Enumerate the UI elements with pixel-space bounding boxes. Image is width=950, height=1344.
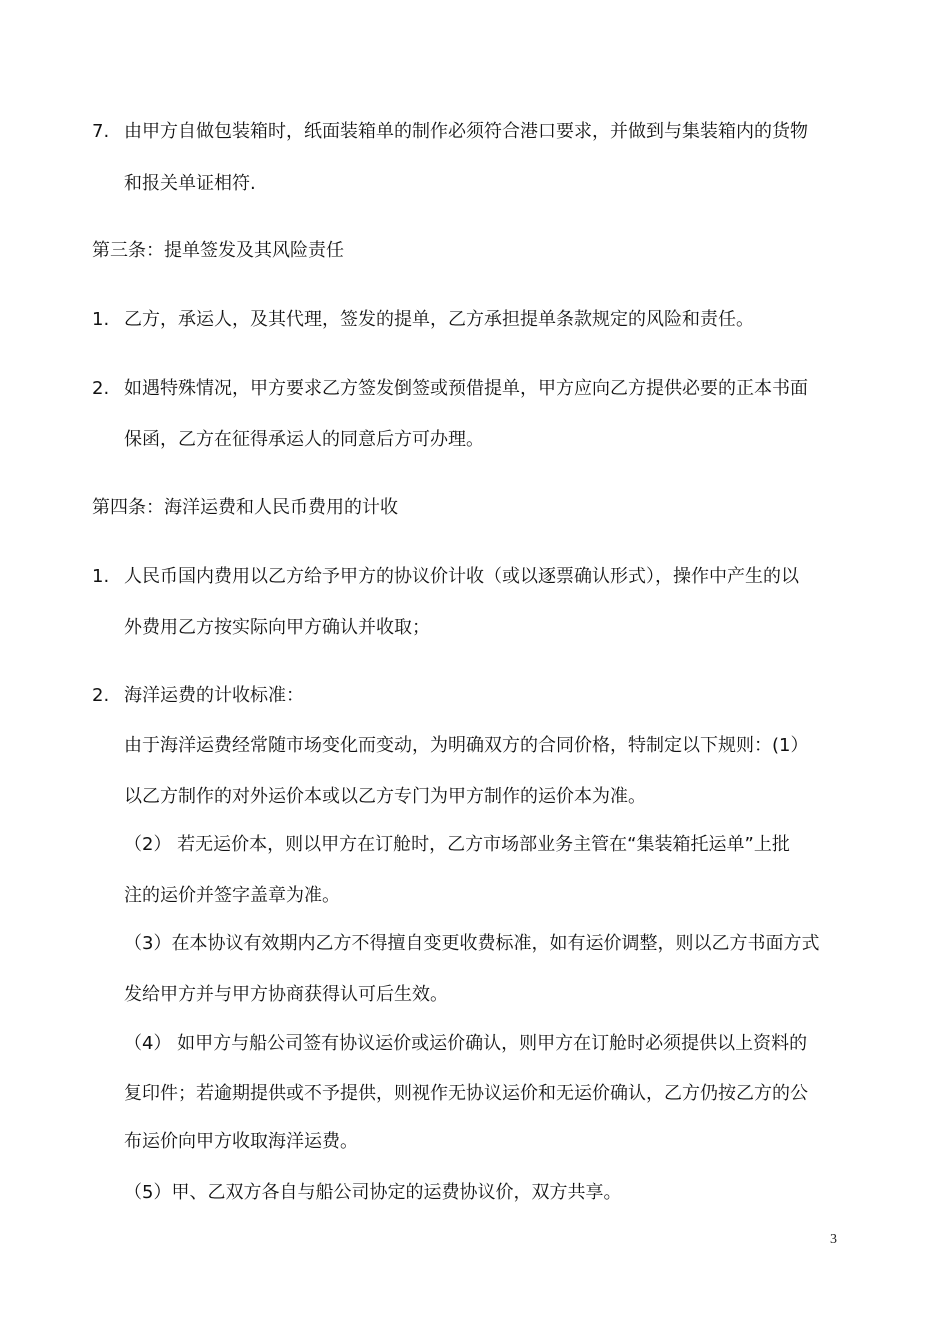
article-3-heading: 第三条：提单签发及其风险责任 <box>92 240 344 261</box>
article-4-item-2-text-line-1: 海洋运费的计收标准： <box>124 685 304 706</box>
article-3-item-2-text-line-1: 如遇特殊情况，甲方要求乙方签发倒签或预借提单，甲方应向乙方提供必要的正本书面 <box>124 378 808 399</box>
rule-4-line-1: （4） 如甲方与船公司签有协议运价或运价确认，则甲方在订舱时必须提供以上资料的 <box>124 1033 808 1054</box>
rule-2-line-1: （2） 若无运价本，则以甲方在订舱时，乙方市场部业务主管在“集装箱托运单”上批 <box>124 834 790 855</box>
article-3-item-2-text-line-2: 保函，乙方在征得承运人的同意后方可办理。 <box>124 429 484 450</box>
rule-2-line-2: 注的运价并签字盖章为准。 <box>124 885 340 906</box>
rule-intro-line-2: 以乙方制作的对外运价本或以乙方专门为甲方制作的运价本为准。 <box>124 786 646 807</box>
article-4-item-1-text-line-2: 外费用乙方按实际向甲方确认并收取； <box>124 617 430 638</box>
article-3-item-1-number: 1. <box>92 309 110 330</box>
rule-4-line-3: 布运价向甲方收取海洋运费。 <box>124 1131 358 1152</box>
item-7-text-line-1: 由甲方自做包装箱时，纸面装箱单的制作必须符合港口要求，并做到与集装箱内的货物 <box>124 121 808 142</box>
rule-3-line-1: （3）在本协议有效期内乙方不得擅自变更收费标准，如有运价调整，则以乙方书面方式 <box>124 933 820 954</box>
rule-intro-line-1: 由于海洋运费经常随市场变化而变动，为明确双方的合同价格，特制定以下规则：(1） <box>124 735 809 756</box>
rule-3-line-2: 发给甲方并与甲方协商获得认可后生效。 <box>124 984 448 1005</box>
item-7-number: 7. <box>92 121 110 142</box>
rule-5-line-1: （5）甲、乙双方各自与船公司协定的运费协议价，双方共享。 <box>124 1182 622 1203</box>
article-4-item-1-text-line-1: 人民币国内费用以乙方给予甲方的协议价计收（或以逐票确认形式），操作中产生的以 <box>124 566 799 587</box>
article-4-item-1-number: 1. <box>92 566 110 587</box>
item-7-text-line-2: 和报关单证相符. <box>124 173 256 194</box>
page-number: 3 <box>830 1232 837 1247</box>
article-3-item-2-number: 2. <box>92 378 110 399</box>
article-4-item-2-number: 2. <box>92 685 110 706</box>
article-4-heading: 第四条：海洋运费和人民币费用的计收 <box>92 497 398 518</box>
article-3-item-1-text: 乙方，承运人，及其代理，签发的提单，乙方承担提单条款规定的风险和责任。 <box>124 309 754 330</box>
rule-4-line-2: 复印件；若逾期提供或不予提供，则视作无协议运价和无运价确认，乙方仍按乙方的公 <box>124 1083 808 1104</box>
